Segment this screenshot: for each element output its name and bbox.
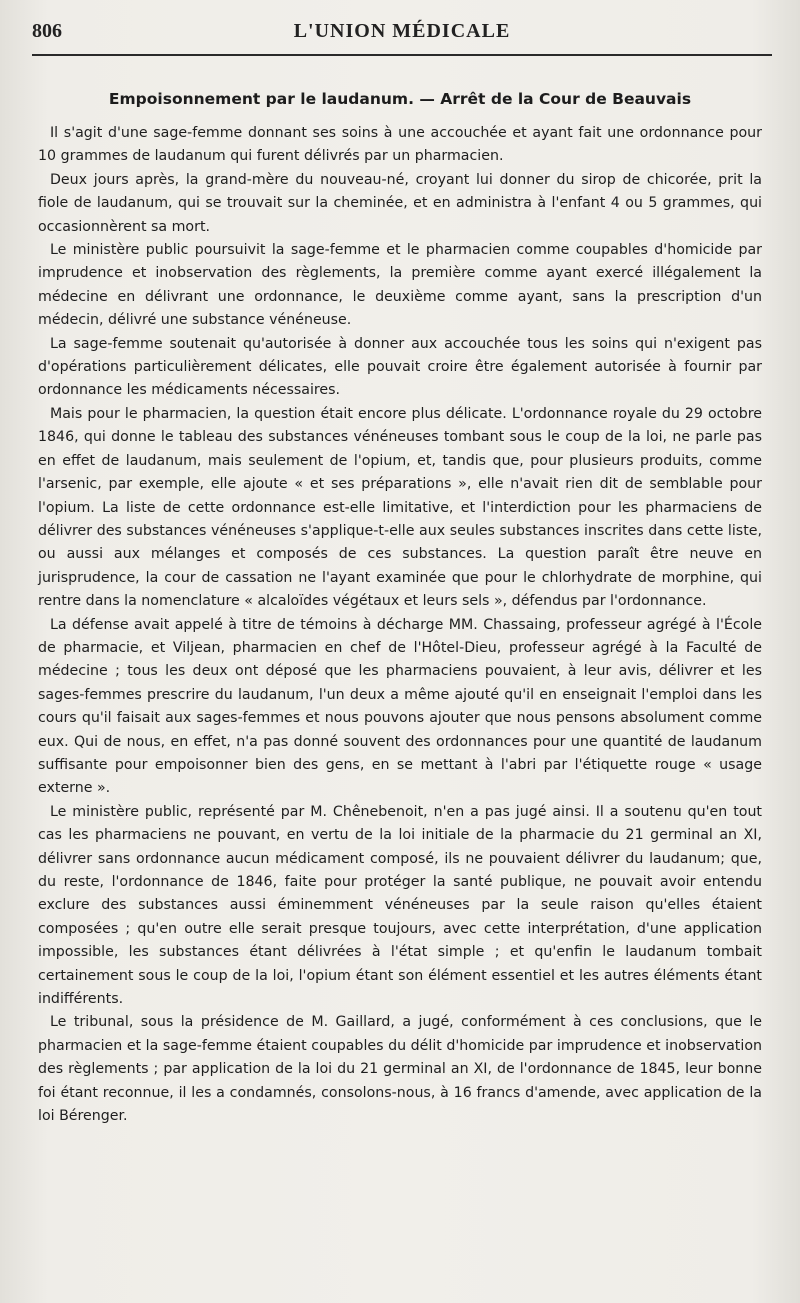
page-header xyxy=(32,20,772,50)
paragraph-1: Il s'agit d'une sage-femme donnant ses soins à une accouchée et ayant fait une ordonnance pour 10 grammes de laudanum qui furent délivrés par un pharmacien. xyxy=(38,125,762,165)
article-title: Empoisonnement par le laudanum. — Arrêt de la Cour de Beauvais xyxy=(108,90,692,108)
running-title: L'UNION MÉDICALE xyxy=(293,20,511,42)
article xyxy=(38,90,762,1128)
paragraph-2: Deux jours après, la grand-mère du nouveau-né, croyant lui donner du sirop de chicorée, prit la fiole de laudanum, qui se trouvait sur la cheminée, et en administra à l'enfant 4 ou 5 grammes, qui occasionnèrent sa mort. xyxy=(38,171,762,235)
paragraph-6: La défense avait appelé à titre de témoins à décharge MM. Chassaing, professeur agrégé à l'École de pharmacie, et Viljean, pharmacien en chef de l'Hôtel-Dieu, professeur agrégé à la Faculté de médecine ; tous les deux ont déposé que les pharmaciens pouvaient, à leur avis, délivrer et les sages-femmes prescrire du laudanum, l'un deux a même ajouté qu'il en enseignait l'emploi dans les cours qu'il faisait aux sages-femmes et nous pouvons ajouter que nous pensons absolument comme eux. Qui de nous, en effet, n'a pas donné souvent des ordonnances pour une quantité de laudanum suffisante pour empoisonner bien des gens, en se mettant à l'abri par l'étiquette rouge « usage externe ». xyxy=(38,616,762,797)
paragraph-4: La sage-femme soutenait qu'autorisée à donner aux accouchée tous les soins qui n'exigent pas d'opérations particulièrement délicates, elle pouvait croire être également autorisée à fournir par ordonnance les médicaments nécessaires. xyxy=(38,335,762,399)
paragraph-8: Le tribunal, sous la présidence de M. Gaillard, a jugé, conformément à ces conclusions, que le pharmacien et la sage-femme étaient coupables du délit d'homicide par imprudence et inobservation des règlements ; par application de la loi du 21 germinal an XI, de l'ordonnance de 1845, leur bonne foi étant reconnue, il les a condamnés, consolons-nous, à 16 francs d'amende, avec application de la loi Bérenger. xyxy=(38,1014,762,1125)
header-rule xyxy=(32,54,772,56)
paragraph-3: Le ministère public poursuivit la sage-femme et le pharmacien comme coupables d'homicide par imprudence et inobservation des règlements, la première comme ayant exercé illégalement la médecine en délivrant une ordonnance, le deuxième comme ayant, sans la prescription d'un médecin, délivré une substance vénéneuse. xyxy=(38,242,762,329)
page-number: 806 xyxy=(32,20,62,42)
paragraph-7: Le ministère public, représenté par M. Chênebenoit, n'en a pas jugé ainsi. Il a soutenu qu'en tout cas les pharmaciens ne pouvant, en vertu de la loi initiale de la pharmacie du 21 germinal an XI, délivrer sans ordonnance aucun médicament composé, ils ne pouvaient délivrer du laudanum; que, du reste, l'ordonnance de 1846, faite pour protéger la santé publique, ne pouvait avoir entendu exclure des substances aussi éminemment vénéneuses par la seule raison qu'elles étaient composées ; qu'en outre elle serait presque toujours, avec cette interprétation, d'une application impossible, les substances étant délivrées à l'état simple ; et qu'enfin le laudanum tombait certainement sous le coup de la loi, l'opium étant son élément essentiel et les autres éléments étant indifférents. xyxy=(38,803,762,1008)
paragraph-5: Mais pour le pharmacien, la question était encore plus délicate. L'ordonnance royale du 29 octobre 1846, qui donne le tableau des substances vénéneuses tombant sous le coup de la loi, ne parle pas en effet de laudanum, mais seulement de l'opium, et, tandis que, pour plusieurs produits, comme l'arsenic, par exemple, elle ajoute « et ses préparations », elle n'avait rien dit de semblable pour l'opium. La liste de cette ordonnance est-elle limitative, et l'interdiction pour les pharmaciens de délivrer des substances vénéneuses s'applique-t-elle aux seules substances inscrites dans cette liste, ou aussi aux mélanges et composés de ces substances. La question paraît être neuve en jurisprudence, la cour de cassation ne l'ayant examinée que pour le chlorhydrate de morphine, qui rentre dans la nomenclature « alcaloïdes végétaux et leurs sels », défendus par l'ordonnance. xyxy=(38,405,762,610)
